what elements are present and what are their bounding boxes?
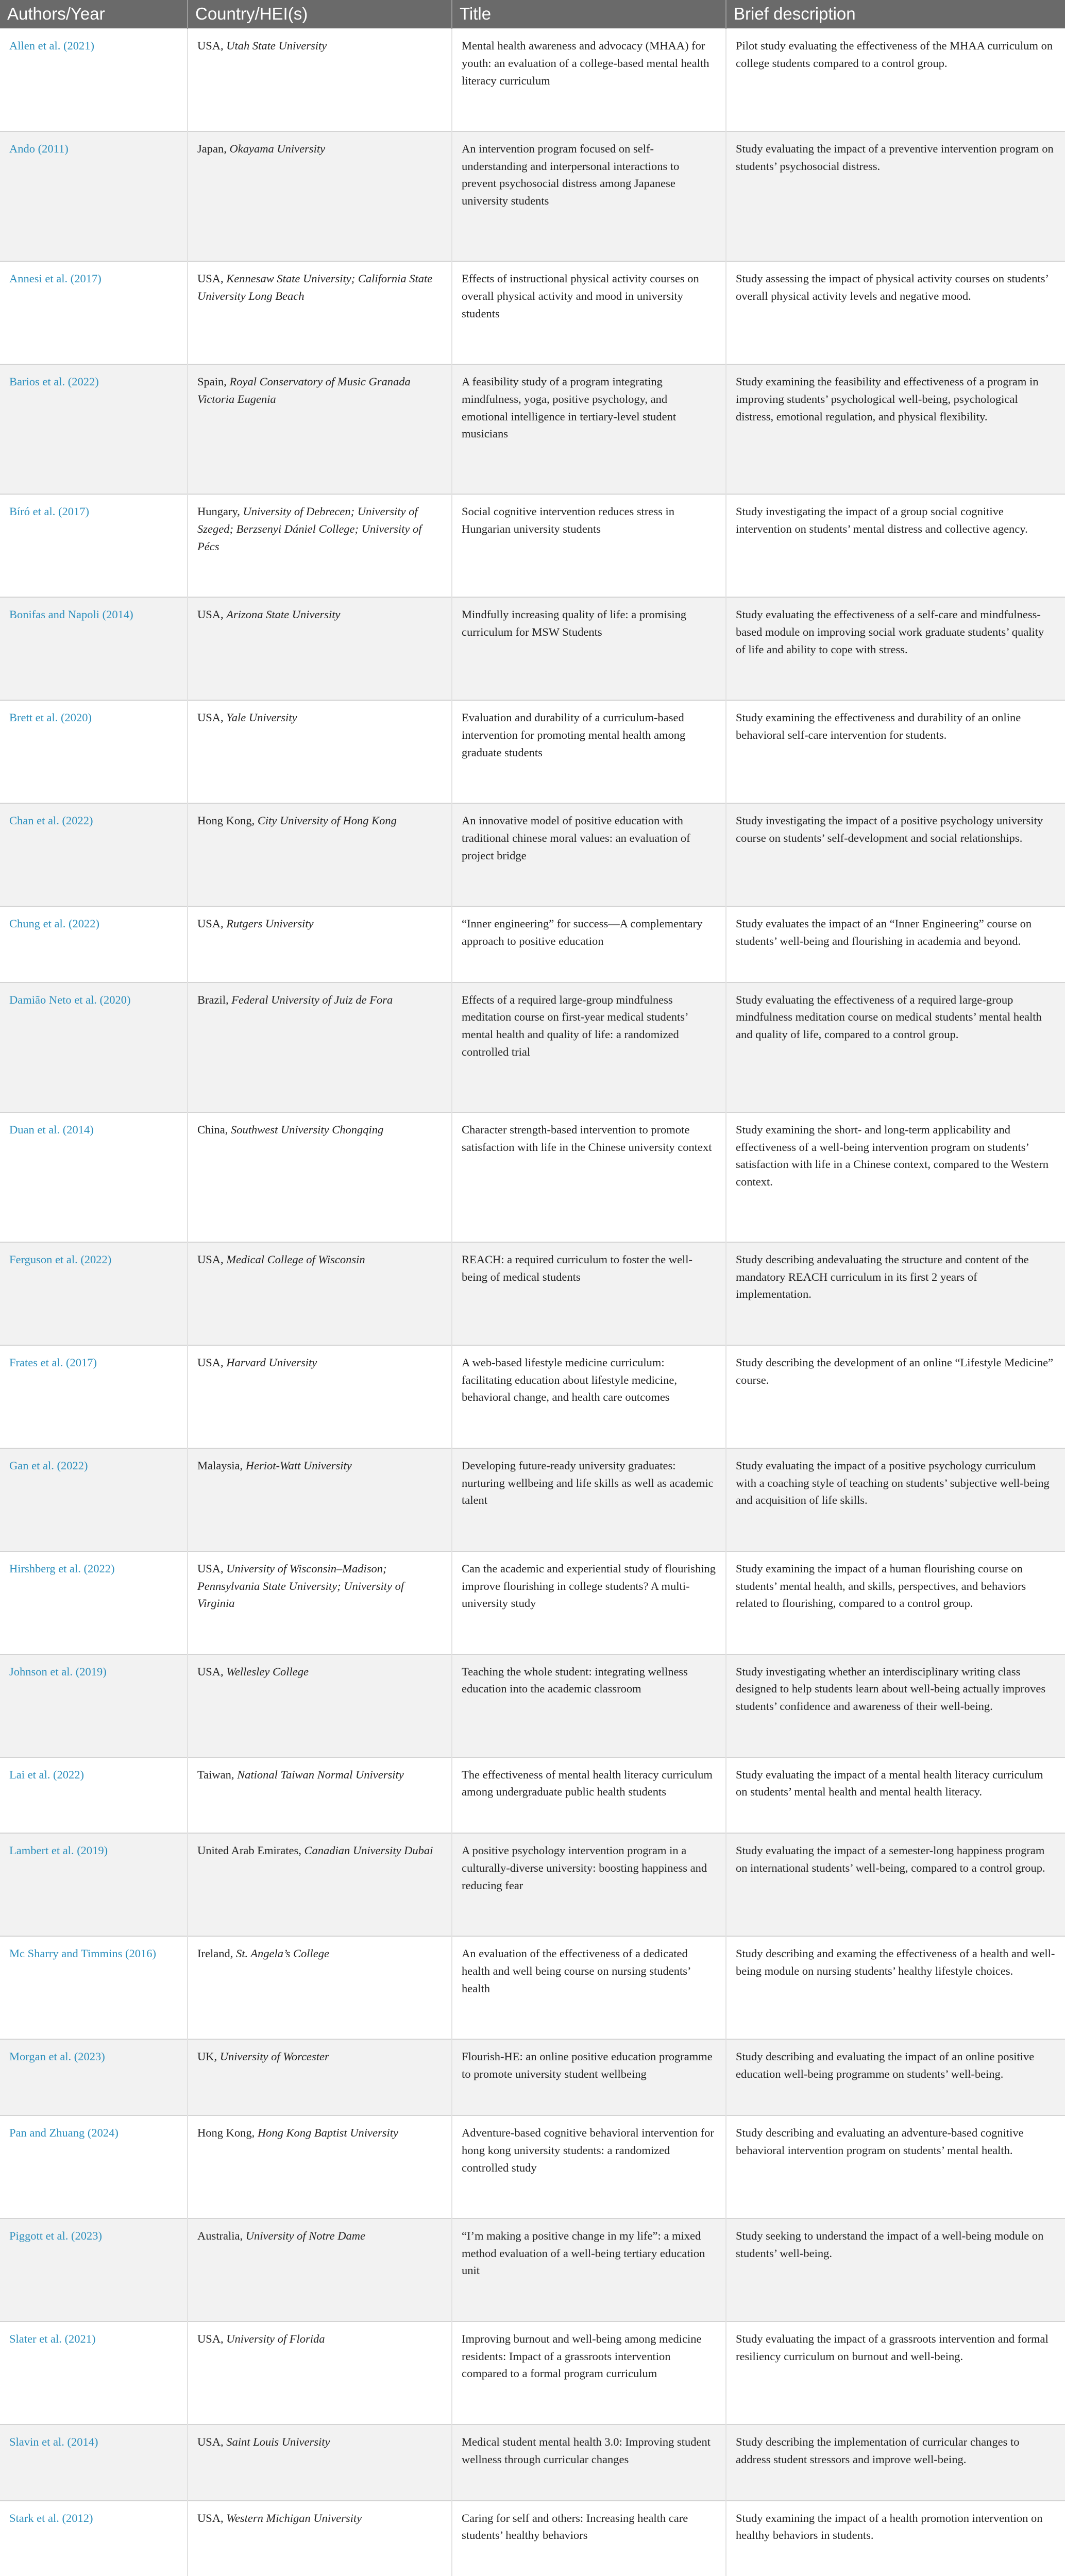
table-row [0, 803, 1065, 906]
country-hei-cell [188, 1112, 452, 1242]
table-row [0, 494, 1065, 597]
country-name: USA, [197, 917, 227, 930]
country-hei-cell [188, 1936, 452, 2039]
author-year-link[interactable]: Pan and Zhuang (2024) [0, 2115, 188, 2218]
brief-description: Study describing and examing the effectiveness of a health and well-being module on nursing students’ healthy lifestyle choices. [726, 1936, 1065, 2039]
study-title: Mental health awareness and advocacy (MHAA) for youth: an evaluation of a college-based mental health literacy curriculum [452, 28, 726, 131]
author-year-link[interactable]: Morgan et al. (2023) [0, 2039, 188, 2115]
author-year-link[interactable]: Slater et al. (2021) [0, 2321, 188, 2425]
study-title: An intervention program focused on self-understanding and interpersonal interactions to prevent psychosocial distress among Japanese university students [452, 131, 726, 261]
table-row [0, 700, 1065, 803]
brief-description: Study describing and evaluating the impact of an online positive education well-being programme on students’ well-being. [726, 2039, 1065, 2115]
brief-description: Study investigating the impact of a positive psychology university course on students’ self-development and social relationships. [726, 803, 1065, 906]
country-name: United Arab Emirates, [197, 1844, 305, 1857]
table-row [0, 261, 1065, 364]
author-year-link[interactable]: Lai et al. (2022) [0, 1757, 188, 1834]
country-hei-cell [188, 1448, 452, 1551]
table-row [0, 2501, 1065, 2576]
study-title: Caring for self and others: Increasing health care students’ healthy behaviors [452, 2501, 726, 2576]
country-name: USA, [197, 1562, 227, 1575]
table-row [0, 2115, 1065, 2218]
table-header [0, 0, 1065, 28]
header-authors-year: Authors/Year [0, 0, 188, 28]
institution-name: Harvard University [226, 1355, 317, 1369]
institution-name: Arizona State University [226, 608, 341, 621]
institution-name: University of Worcester [219, 2050, 329, 2063]
country-hei-cell [188, 597, 452, 700]
author-year-link[interactable]: Slavin et al. (2014) [0, 2425, 188, 2501]
author-year-link[interactable]: Mc Sharry and Timmins (2016) [0, 1936, 188, 2039]
country-hei-cell [188, 1551, 452, 1654]
country-hei-cell [188, 131, 452, 261]
country-name: USA, [197, 39, 227, 52]
study-title: Medical student mental health 3.0: Improving student wellness through curricular changes [452, 2425, 726, 2501]
country-name: Ireland, [197, 1947, 236, 1960]
country-hei-cell [188, 1833, 452, 1936]
study-title: A feasibility study of a program integrating mindfulness, yoga, positive psychology, and emotional intelligence in tertiary-level student musicians [452, 364, 726, 494]
country-hei-cell [188, 1345, 452, 1448]
country-name: USA, [197, 1252, 227, 1266]
study-title: Social cognitive intervention reduces stress in Hungarian university students [452, 494, 726, 597]
country-name: USA, [197, 272, 227, 285]
institution-name: Canadian University Dubai [304, 1844, 433, 1857]
author-year-link[interactable]: Allen et al. (2021) [0, 28, 188, 131]
country-hei-cell [188, 28, 452, 131]
author-year-link[interactable]: Duan et al. (2014) [0, 1112, 188, 1242]
study-title: Effects of a required large-group mindfulness meditation course on first-year medical students’ mental health and quality of life: a randomized controlled trial [452, 982, 726, 1112]
country-hei-cell [188, 494, 452, 597]
brief-description: Study describing the development of an online “Lifestyle Medicine” course. [726, 1345, 1065, 1448]
country-name: Australia, [197, 2229, 246, 2242]
brief-description: Study evaluating the impact of a preventive intervention program on students’ psychosocial distress. [726, 131, 1065, 261]
institution-name: University of Florida [226, 2332, 325, 2345]
table-body [0, 28, 1065, 2576]
table-row [0, 28, 1065, 131]
country-hei-cell [188, 1242, 452, 1345]
study-title: “Inner engineering” for success—A complementary approach to positive education [452, 906, 726, 982]
brief-description: Study evaluating the effectiveness of a self-care and mindfulness-based module on improving social work graduate students’ quality of life and ability to cope with stress. [726, 597, 1065, 700]
brief-description: Study describing and evaluating an adventure-based cognitive behavioral intervention program on students’ mental health. [726, 2115, 1065, 2218]
institution-name: Rutgers University [226, 917, 314, 930]
country-name: China, [197, 1123, 231, 1136]
institution-name: Yale University [226, 711, 297, 724]
study-title: Can the academic and experiential study of flourishing improve flourishing in college students? A multi-university study [452, 1551, 726, 1654]
country-name: Malaysia, [197, 1459, 246, 1472]
brief-description: Study investigating whether an interdisciplinary writing class designed to help students learn about well-being actually improves students’ confidence and awareness of their well-being. [726, 1654, 1065, 1757]
institution-name: Saint Louis University [226, 2435, 330, 2448]
author-year-link[interactable]: Bíró et al. (2017) [0, 494, 188, 597]
table-row [0, 131, 1065, 261]
country-name: Hungary, [197, 505, 243, 518]
institution-name: St. Angela’s College [235, 1947, 330, 1960]
institution-name: Kennesaw State University; California State University Long Beach [197, 272, 433, 302]
country-hei-cell [188, 1654, 452, 1757]
brief-description: Study evaluating the impact of a positive psychology curriculum with a coaching style of teaching on students’ subjective well-being and acquisition of life skills. [726, 1448, 1065, 1551]
country-hei-cell [188, 2115, 452, 2218]
study-title: Flourish-HE: an online positive education programme to promote university student wellbeing [452, 2039, 726, 2115]
country-name: USA, [197, 1665, 227, 1678]
author-year-link[interactable]: Chan et al. (2022) [0, 803, 188, 906]
institution-name: Okayama University [229, 142, 326, 155]
country-name: Hong Kong, [197, 2126, 258, 2140]
brief-description: Study investigating the impact of a group social cognitive intervention on students’ mental distress and collective agency. [726, 494, 1065, 597]
brief-description: Study evaluating the effectiveness of a required large-group mindfulness meditation course on medical students’ mental health and quality of life, compared to a control group. [726, 982, 1065, 1112]
author-year-link[interactable]: Chung et al. (2022) [0, 906, 188, 982]
brief-description: Study examining the effectiveness and durability of an online behavioral self-care intervention for students. [726, 700, 1065, 803]
author-year-link[interactable]: Hirshberg et al. (2022) [0, 1551, 188, 1654]
study-title: An evaluation of the effectiveness of a dedicated health and well being course on nursing students’ health [452, 1936, 726, 2039]
author-year-link[interactable]: Ando (2011) [0, 131, 188, 261]
country-hei-cell [188, 2501, 452, 2576]
study-title: A positive psychology intervention program in a culturally-diverse university: boosting happiness and reducing fear [452, 1833, 726, 1936]
author-year-link[interactable]: Johnson et al. (2019) [0, 1654, 188, 1757]
brief-description: Study examining the short- and long-term applicability and effectiveness of a well-being intervention program on students’ satisfaction with life in a Chinese context, compared to the Western context. [726, 1112, 1065, 1242]
institution-name: Heriot-Watt University [245, 1459, 352, 1472]
country-hei-cell [188, 2218, 452, 2321]
country-name: USA, [197, 1355, 227, 1369]
institution-name: Western Michigan University [226, 2511, 362, 2524]
country-name: UK, [197, 2050, 220, 2063]
institution-name: Hong Kong Baptist University [257, 2126, 398, 2140]
table-row [0, 2039, 1065, 2115]
study-title: Adventure-based cognitive behavioral intervention for hong kong university students: a randomized controlled study [452, 2115, 726, 2218]
institution-name: Medical College of Wisconsin [226, 1252, 365, 1266]
table-row [0, 1833, 1065, 1936]
country-name: USA, [197, 2511, 227, 2524]
study-title: “I’m making a positive change in my life”: a mixed method evaluation of a well-being tertiary education unit [452, 2218, 726, 2321]
brief-description: Study evaluating the impact of a semester-long happiness program on international students’ well-being, compared to a control group. [726, 1833, 1065, 1936]
study-title: REACH: a required curriculum to foster the well-being of medical students [452, 1242, 726, 1345]
country-hei-cell [188, 2039, 452, 2115]
country-name: USA, [197, 608, 227, 621]
author-year-link[interactable]: Gan et al. (2022) [0, 1448, 188, 1551]
institution-name: National Taiwan Normal University [237, 1768, 404, 1781]
country-hei-cell [188, 364, 452, 494]
brief-description: Study describing the implementation of curricular changes to address student stressors and improve well-being. [726, 2425, 1065, 2501]
brief-description: Pilot study evaluating the effectiveness of the MHAA curriculum on college students compared to a control group. [726, 28, 1065, 131]
study-title: Developing future-ready university graduates: nurturing wellbeing and life skills as well as academic talent [452, 1448, 726, 1551]
country-hei-cell [188, 906, 452, 982]
table-row [0, 1936, 1065, 2039]
study-title: An innovative model of positive education with traditional chinese moral values: an evaluation of project bridge [452, 803, 726, 906]
institution-name: University of Debrecen; University of Szeged; Berzsenyi Dániel College; University of Pécs [197, 505, 422, 553]
table-row [0, 1654, 1065, 1757]
table-row [0, 1242, 1065, 1345]
table-row [0, 1757, 1065, 1834]
institution-name: University of Wisconsin–Madison; Pennsylvania State University; University of Virginia [197, 1562, 404, 1610]
study-title: A web-based lifestyle medicine curriculum: facilitating education about lifestyle medicine, behavioral change, and health care outcomes [452, 1345, 726, 1448]
table-row [0, 597, 1065, 700]
table-row [0, 1551, 1065, 1654]
table-row [0, 2218, 1065, 2321]
brief-description: Study describing andevaluating the structure and content of the mandatory REACH curriculum in its first 2 years of implementation. [726, 1242, 1065, 1345]
study-title: Character strength-based intervention to promote satisfaction with life in the Chinese university context [452, 1112, 726, 1242]
country-name: USA, [197, 2332, 227, 2345]
brief-description: Study examining the feasibility and effectiveness of a program in improving students’ psychological well-being, psychological distress, emotional regulation, and physical flexibility. [726, 364, 1065, 494]
country-hei-cell [188, 700, 452, 803]
study-title: Effects of instructional physical activity courses on overall physical activity and mood in university students [452, 261, 726, 364]
country-hei-cell [188, 261, 452, 364]
author-year-link[interactable]: Ferguson et al. (2022) [0, 1242, 188, 1345]
country-name: Japan, [197, 142, 230, 155]
brief-description: Study seeking to understand the impact of a well-being module on students’ well-being. [726, 2218, 1065, 2321]
institution-name: Royal Conservatory of Music Granada Victoria Eugenia [197, 375, 411, 405]
country-hei-cell [188, 2321, 452, 2425]
brief-description: Study examining the impact of a health promotion intervention on healthy behaviors in students. [726, 2501, 1065, 2576]
country-hei-cell [188, 2425, 452, 2501]
country-name: USA, [197, 711, 227, 724]
country-name: Spain, [197, 375, 230, 388]
header-title: Title [452, 0, 726, 28]
table-row [0, 1112, 1065, 1242]
table-row [0, 1448, 1065, 1551]
brief-description: Study evaluates the impact of an “Inner Engineering” course on students’ well-being and flourishing in academia and beyond. [726, 906, 1065, 982]
author-year-link[interactable]: Damião Neto et al. (2020) [0, 982, 188, 1112]
institution-name: City University of Hong Kong [257, 814, 397, 827]
institution-name: Federal University of Juiz de Fora [231, 993, 393, 1006]
study-title: The effectiveness of mental health literacy curriculum among undergraduate public health students [452, 1757, 726, 1834]
table-row [0, 364, 1065, 494]
header-row [0, 0, 1065, 28]
table-row [0, 1345, 1065, 1448]
author-year-link[interactable]: Stark et al. (2012) [0, 2501, 188, 2576]
author-year-link[interactable]: Brett et al. (2020) [0, 700, 188, 803]
institution-name: Southwest University Chongqing [231, 1123, 384, 1136]
study-title: Evaluation and durability of a curriculum-based intervention for promoting mental health among graduate students [452, 700, 726, 803]
brief-description: Study evaluating the impact of a mental health literacy curriculum on students’ mental health and mental health literacy. [726, 1757, 1065, 1834]
brief-description: Study evaluating the impact of a grassroots intervention and formal resiliency curriculum on burnout and well-being. [726, 2321, 1065, 2425]
author-year-link[interactable]: Annesi et al. (2017) [0, 261, 188, 364]
table-row [0, 906, 1065, 982]
institution-name: University of Notre Dame [245, 2229, 365, 2242]
country-name: Hong Kong, [197, 814, 258, 827]
author-year-link[interactable]: Bonifas and Napoli (2014) [0, 597, 188, 700]
brief-description: Study examining the impact of a human flourishing course on students’ mental health, and skills, perspectives, and behaviors related to flourishing, compared to a control group. [726, 1551, 1065, 1654]
country-name: Taiwan, [197, 1768, 238, 1781]
author-year-link[interactable]: Piggott et al. (2023) [0, 2218, 188, 2321]
institution-name: Wellesley College [226, 1665, 309, 1678]
country-name: Brazil, [197, 993, 232, 1006]
brief-description: Study assessing the impact of physical activity courses on students’ overall physical activity levels and negative mood. [726, 261, 1065, 364]
author-year-link[interactable]: Frates et al. (2017) [0, 1345, 188, 1448]
country-name: USA, [197, 2435, 227, 2448]
table-row [0, 2425, 1065, 2501]
header-brief-description: Brief description [726, 0, 1065, 28]
header-country-hei: Country/HEI(s) [188, 0, 452, 28]
country-hei-cell [188, 803, 452, 906]
table-row [0, 982, 1065, 1112]
author-year-link[interactable]: Lambert et al. (2019) [0, 1833, 188, 1936]
study-title: Teaching the whole student: integrating wellness education into the academic classroom [452, 1654, 726, 1757]
table-row [0, 2321, 1065, 2425]
study-title: Mindfully increasing quality of life: a promising curriculum for MSW Students [452, 597, 726, 700]
institution-name: Utah State University [226, 39, 327, 52]
author-year-link[interactable]: Barios et al. (2022) [0, 364, 188, 494]
country-hei-cell [188, 1757, 452, 1834]
study-title: Improving burnout and well-being among medicine residents: Impact of a grassroots intervention compared to a formal program curriculum [452, 2321, 726, 2425]
country-hei-cell [188, 982, 452, 1112]
